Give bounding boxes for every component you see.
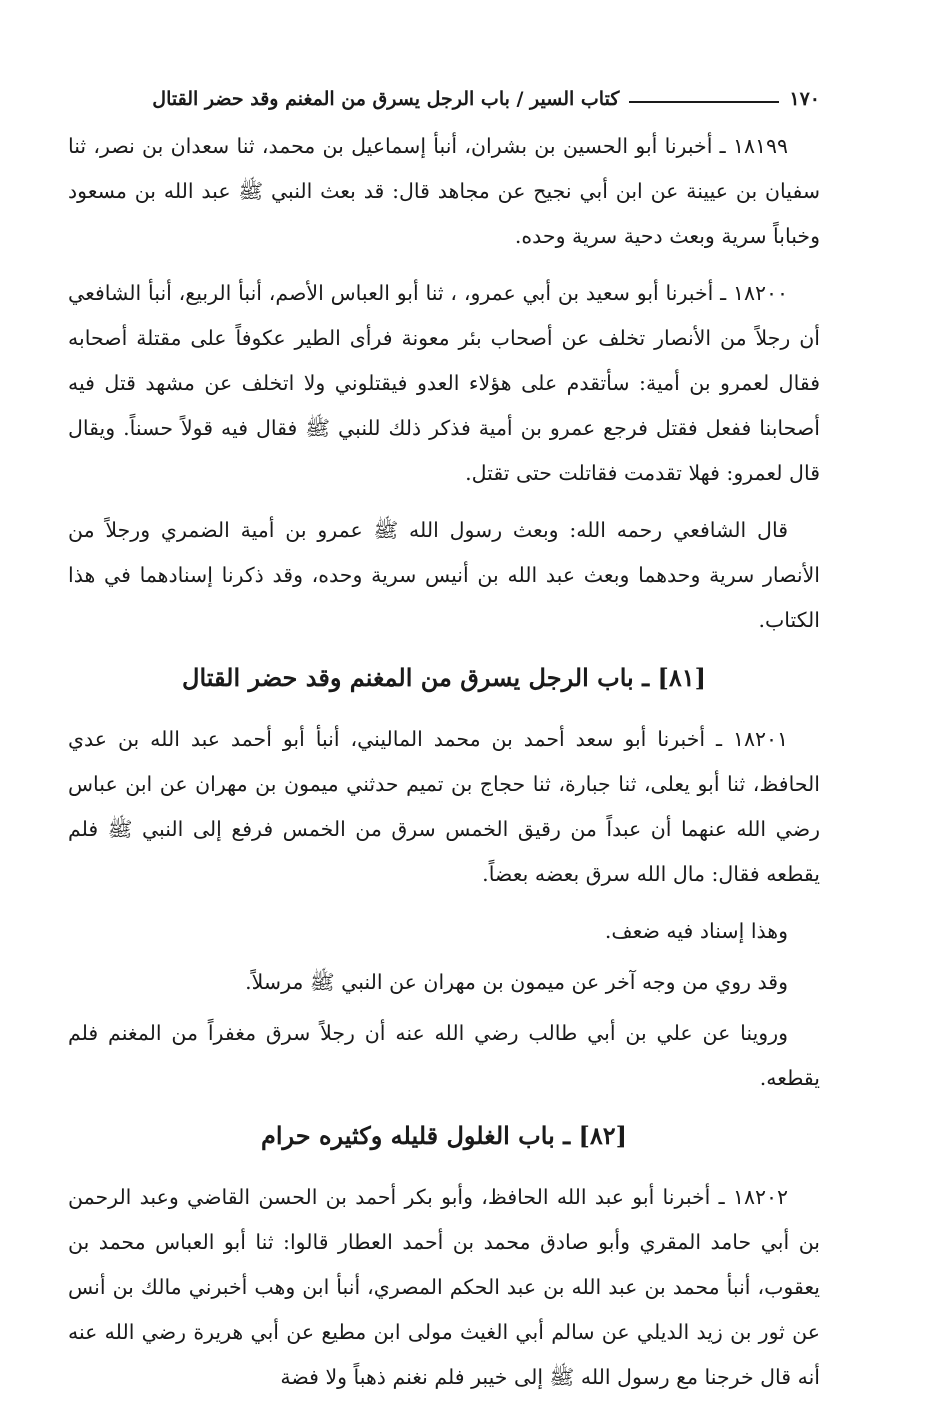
header-rule — [629, 101, 779, 103]
running-title: كتاب السير / باب الرجل يسرق من المغنم وقد حضر القتال — [152, 88, 620, 110]
hadith-18201: ١٨٢٠١ ـ أخبرنا أبو سعد أحمد بن محمد الماليني، أنبأ أبو أحمد عبد الله بن عدي الحافظ، ثنا أبو يعلى، ثنا جبارة، ثنا حجاج بن تميم حدثني ميمون بن مهران عن ابن عباس رضي الله عنهما أن عبداً من رقيق الخمس سرق من الخمس فرفع إلى النبي ﷺ فلم يقطعه فقال: مال الله سرق بعضه بعضاً. — [68, 727, 820, 886]
book-page — [68, 80, 820, 1412]
hadith-18202: ١٨٢٠٢ ـ أخبرنا أبو عبد الله الحافظ، وأبو بكر أحمد بن الحسن القاضي وعبد الرحمن بن أبي حامد المقري وأبو صادق محمد بن أحمد العطار قالوا: ثنا أبو العباس محمد بن يعقوب، أنبأ محمد بن عبد الله بن عبد الحكم المصري، أنبأ ابن وهب أخبرني مالك بن أنس عن ثور بن زيد الديلي عن سالم أبي الغيث مولى ابن مطيع عن أبي هريرة رضي الله عنه أنه قال خرجنا مع رسول الله ﷺ إلى خيبر فلم نغنم ذهباً ولا فضة — [68, 1185, 821, 1389]
section-82-heading: [٨٢] ـ باب الغلول قليله وكثيره حرام — [261, 1121, 627, 1150]
page-header — [68, 80, 820, 118]
mursal-note: وقد روي من وجه آخر عن ميمون بن مهران عن النبي ﷺ مرسلاً. — [245, 970, 788, 994]
hadith-18199: ١٨١٩٩ ـ أخبرنا أبو الحسين بن بشران، أنبأ إسماعيل بن محمد، ثنا سعدان بن نصر، ثنا سفيان بن عيينة عن ابن أبي نجيح عن مجاهد قال: قد بعث النبي ﷺ عبد الله بن مسعود وخباباً سرية وبعث دحية سرية وحده. — [68, 134, 820, 248]
shafii-comment: قال الشافعي رحمه الله: وبعث رسول الله ﷺ عمرو بن أمية الضمري ورجلاً من الأنصار سرية وحدهما وبعث عبد الله بن أنيس سرية وحده، وقد ذكرنا إسنادهما في هذا الكتاب. — [68, 518, 820, 632]
page-number: ١٧٠ — [789, 88, 820, 110]
ali-report: وروينا عن علي بن أبي طالب رضي الله عنه أن رجلاً سرق مغفراً من المغنم فلم يقطعه. — [68, 1021, 820, 1090]
isnad-note: وهذا إسناد فيه ضعف. — [604, 919, 788, 943]
hadith-18200: ١٨٢٠٠ ـ أخبرنا أبو سعيد بن أبي عمرو، ، ثنا أبو العباس الأصم، أنبأ الربيع، أنبأ الشافعي أن رجلاً من الأنصار تخلف عن أصحاب بئر معونة فرأى الطير عكوفاً على مقتلة أصحابه فقال لعمرو بن أمية: سأتقدم على هؤلاء العدو فيقتلوني ولا اتخلف عن مشهد قتل فيه أصحابنا ففعل فقتل فرجع عمرو بن أمية فذكر ذلك للنبي ﷺ فقال فيه قولاً حسناً. ويقال قال لعمرو: فهلا تقدمت فقاتلت حتى تقتل. — [68, 281, 820, 485]
section-81-heading: [٨١] ـ باب الرجل يسرق من المغنم وقد حضر القتال — [182, 663, 706, 692]
